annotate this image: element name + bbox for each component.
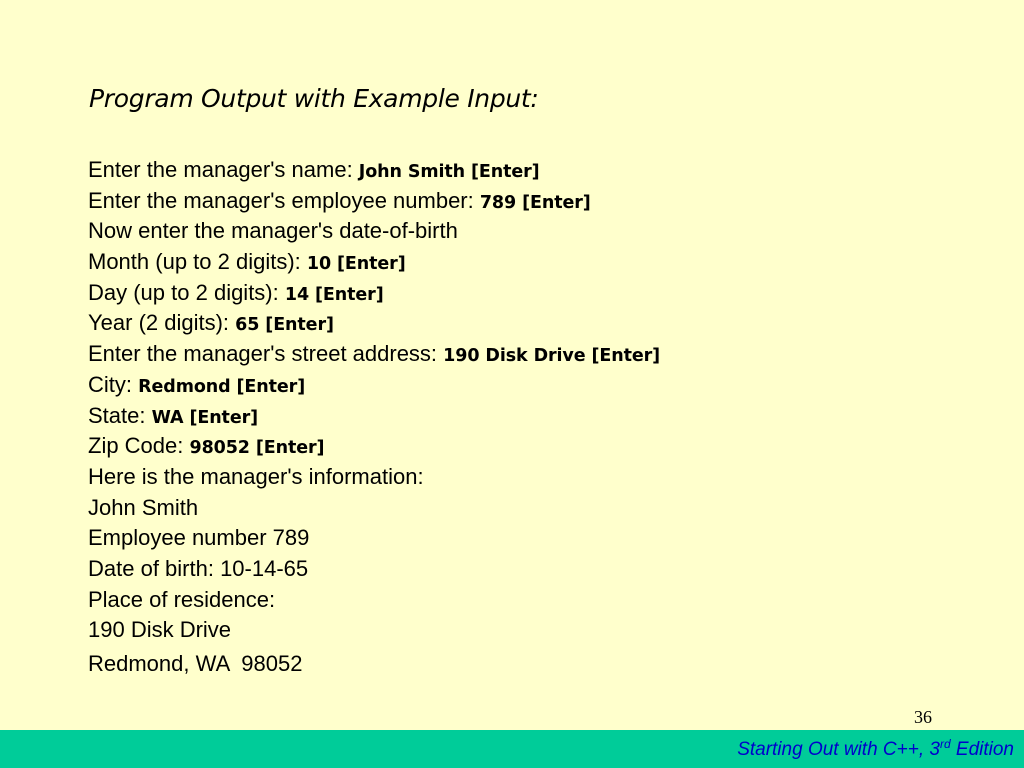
output-prompt: Enter the manager's employee number:	[88, 187, 480, 213]
output-line	[88, 401, 988, 432]
user-input: WA [Enter]	[151, 407, 259, 428]
output-line	[88, 339, 988, 370]
footer-superscript: rd	[939, 737, 951, 751]
output-line	[88, 216, 988, 247]
footer-bar	[0, 730, 1024, 768]
output-prompt: John Smith	[88, 494, 199, 520]
user-input: 190 Disk Drive [Enter]	[443, 346, 661, 367]
output-prompt: Year (2 digits):	[88, 310, 236, 336]
footer-book-title	[737, 739, 1014, 761]
output-line	[88, 155, 988, 186]
output-prompt: Date of birth: 10-14-65	[88, 555, 309, 581]
output-line	[88, 370, 988, 401]
program-output	[88, 155, 988, 680]
output-prompt: Enter the manager's street address:	[88, 341, 444, 367]
output-line	[88, 278, 988, 309]
output-line	[88, 431, 988, 462]
user-input: 789 [Enter]	[479, 192, 591, 213]
output-line	[88, 649, 988, 680]
output-prompt: Month (up to 2 digits):	[88, 249, 307, 275]
output-prompt: Enter the manager's name:	[88, 157, 359, 182]
slide-title: Program Output with Example Input:	[89, 84, 539, 113]
output-prompt: State:	[88, 402, 152, 428]
output-line	[88, 523, 988, 554]
output-prompt: City:	[88, 371, 139, 397]
page-number: 36	[914, 707, 932, 727]
output-line	[88, 186, 988, 217]
output-prompt: Now enter the manager's date-of-birth	[88, 218, 458, 244]
output-line	[88, 462, 988, 493]
output-prompt: Here is the manager's information:	[88, 463, 424, 489]
output-line	[88, 308, 988, 339]
output-line	[88, 615, 988, 646]
footer-edition-label: Edition	[950, 739, 1014, 760]
output-prompt: Place of residence:	[88, 586, 276, 612]
user-input: 10 [Enter]	[306, 254, 406, 275]
user-input: 65 [Enter]	[235, 315, 334, 336]
output-line	[88, 247, 988, 278]
user-input: John Smith [Enter]	[358, 162, 540, 182]
output-line	[88, 554, 988, 585]
output-prompt: Employee number 789	[88, 525, 310, 551]
user-input: 14 [Enter]	[284, 284, 384, 305]
output-prompt: Zip Code:	[88, 433, 190, 459]
user-input: Redmond [Enter]	[138, 376, 306, 397]
output-prompt: Day (up to 2 digits):	[88, 279, 285, 305]
footer-title-text: Starting Out with C++, 3	[737, 739, 940, 760]
output-line	[88, 585, 988, 616]
output-prompt: 190 Disk Drive	[88, 617, 232, 643]
user-input: 98052 [Enter]	[189, 438, 325, 459]
output-line	[88, 493, 988, 524]
output-prompt: Redmond, WA 98052	[88, 651, 303, 676]
